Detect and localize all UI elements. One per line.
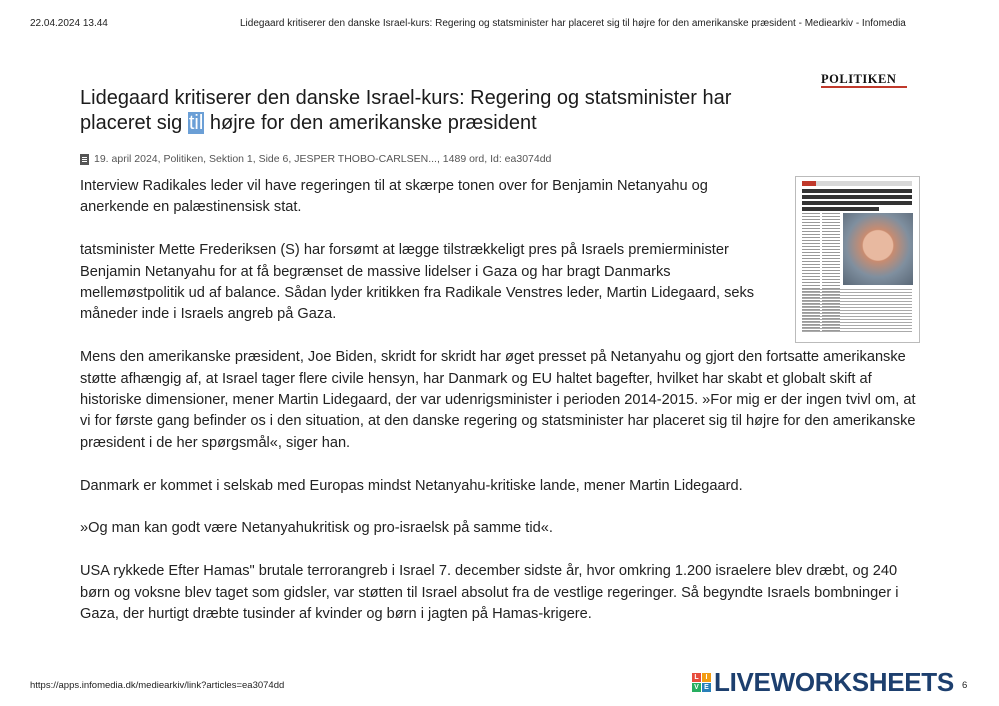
logo-letter: V [692,683,701,692]
article-headline [80,86,770,136]
article-paragraph: Danmark er kommet i selskab med Europas mindst Netanyahu-kritiske lande, mener Martin Lidegaard. [80,477,743,494]
headline-text-1: Lidegaard kritiserer den danske Israel-kurs: Regering og statsminister har placeret sig [80,87,732,134]
liveworksheets-wordmark: LIVEWORKSHEETS [714,667,954,697]
document-icon [80,154,89,165]
headline-text-2: højre for den amerikanske præsident [204,112,537,134]
liveworksheets-mark [692,673,711,692]
article-meta [80,153,551,165]
article-body [80,176,920,647]
article-paragraph: USA rykkede Efter Hamas" brutale terrorangreb i Israel 7. december sidste år, hvor omkring 1.200 israelere blev dræbt, og 240 børn og voksne blev taget som gidsler, var støtten til Israel absolut fra de vestlige regeringer. Så begyndte Israels bombninger i Gaza, der hurtigt dræbte tusinder af kvinder og børn i jagten på Hamas-krigere. [80,563,899,623]
logo-underline [821,86,907,88]
headline-highlight: til [188,112,204,134]
liveworksheets-logo [692,667,954,698]
article-paragraph: »Og man kan godt være Netanyahukritisk og pro-israelsk på samme tid«. [80,520,553,537]
article-paragraph: tatsminister Mette Frederiksen (S) har forsømt at lægge tilstrækkeligt pres på Israels premierminister Benjamin Netanyahu for at få begrænset de massive lidelser i Gaza og har bragt Danmarks mellemøstpolitik ud af balance. Sådan lyder kritikken fra Radikale Venstres leder, Martin Lidegaard, seks måneder inde i Israels angreb på Gaza. [80,242,755,323]
article-paragraph: Interview Radikales leder vil have regeringen til at skærpe tonen over for Benjamin Netanyahu og anerkende en palæstinensisk stat. [80,178,708,216]
footer-url: https://apps.infomedia.dk/mediearkiv/link?articles=ea3074dd [30,680,285,691]
logo-letter: E [702,683,711,692]
print-page-title: Lidegaard kritiserer den danske Israel-kurs: Regering og statsminister har placeret sig til højre for den amerikanske præsident - Mediearkiv - Infomedia [240,18,906,29]
article-meta-text: 19. april 2024, Politiken, Sektion 1, Side 6, JESPER THOBO-CARLSEN..., 1489 ord, Id: ea3074dd [94,153,552,165]
print-datetime: 22.04.2024 13.44 [30,18,108,29]
politiken-logo: POLITIKEN [821,72,897,86]
logo-letter: I [702,673,711,682]
article-paragraph: Mens den amerikanske præsident, Joe Biden, skridt for skridt har øget presset på Netanyahu og gjort den fortsatte amerikanske støtte afhængig af, at Israel tager flere civile hensyn, har Danmark og EU haltet bagefter, hvilket har skabt et globalt skift af historiske dimensioner, mener Martin Lidegaard, der var udenrigsminister i perioden 2014-2015. »For mig er der ingen tvivl om, at vi for første gang befinder os i den situation, at den danske regering og statsminister har placeret sig til højre for den amerikanske præsident i de her spørgsmål«, siger han. [80,349,916,451]
page-number: 6 [962,680,968,691]
logo-letter: L [692,673,701,682]
